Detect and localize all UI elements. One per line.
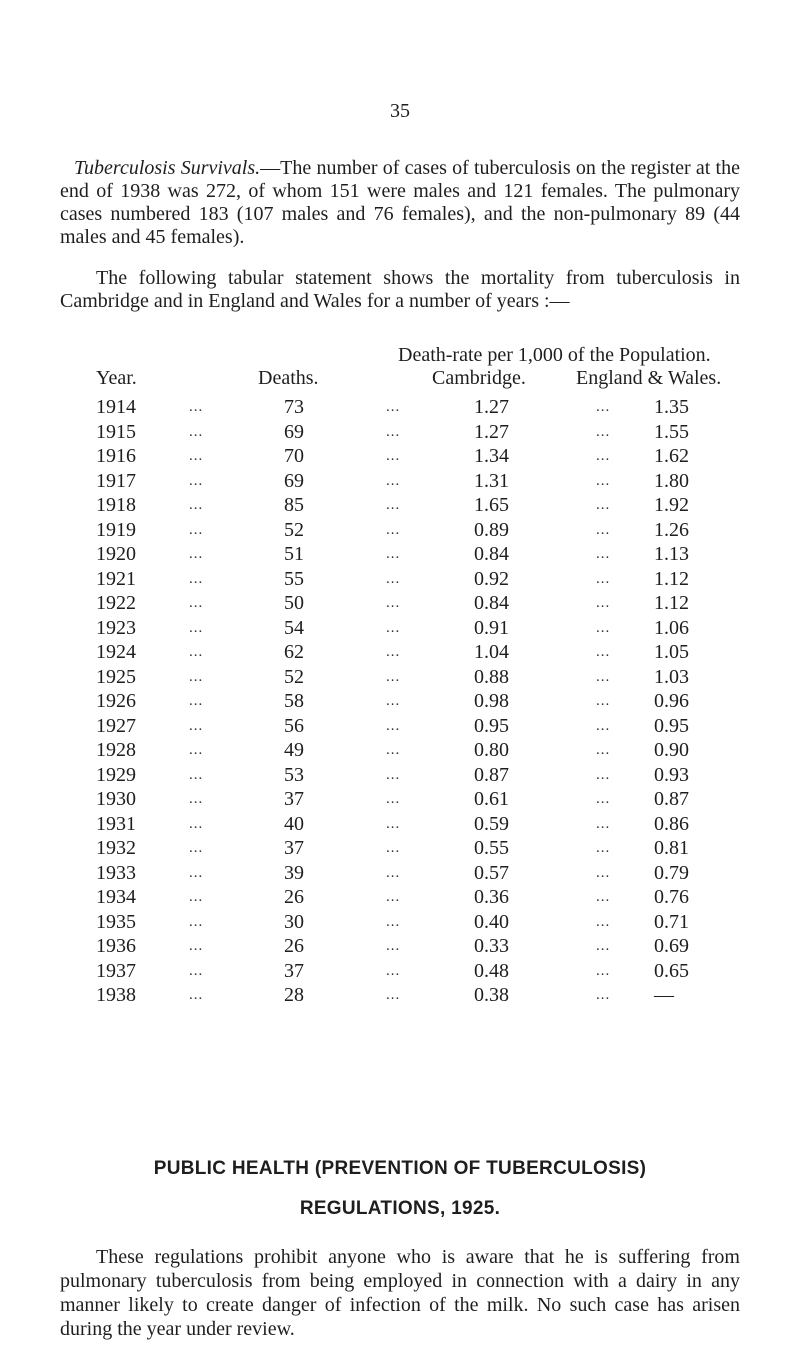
leader-dots: ... <box>189 717 204 734</box>
cell-cambridge: 1.34 <box>474 445 509 467</box>
cell-cambridge: 0.95 <box>474 714 509 737</box>
leader-dots: ... <box>596 546 611 562</box>
leader-dots: ... <box>386 938 401 954</box>
leader-dots: ... <box>386 913 401 930</box>
cell-year: 1937 <box>96 959 136 982</box>
table-row <box>0 567 800 592</box>
cell-deaths: 26 <box>284 935 304 957</box>
cell-year: 1926 <box>96 690 136 712</box>
cell-cambridge: 0.48 <box>474 959 509 982</box>
cell-year: 1916 <box>96 445 136 467</box>
leader-dots: ... <box>386 742 401 758</box>
leader-dots: ... <box>189 693 204 709</box>
leader-dots: ... <box>189 448 204 464</box>
cell-deaths: 85 <box>284 494 304 516</box>
leader-dots: ... <box>386 815 401 832</box>
header-year: Year. <box>96 367 137 389</box>
leader-dots: ... <box>189 570 204 587</box>
cell-deaths: 50 <box>284 592 304 614</box>
cell-cambridge: 0.59 <box>474 812 509 835</box>
leader-dots: ... <box>189 987 204 1003</box>
survivals-text: —The number of cases of tuberculosis on the register at the end of 1938 was 272, of whom 151 were males and 121 females. The pulmonary cases numbered 183 (107 males and 76 females), and the non-pulmonary 89 (44 males and 45 females). <box>60 157 740 248</box>
table-row <box>0 420 800 445</box>
cell-england-wales: 0.86 <box>654 812 689 835</box>
cell-england-wales: 0.65 <box>654 959 689 982</box>
leader-dots: ... <box>189 546 204 562</box>
page-number: 35 <box>390 100 410 122</box>
cell-cambridge: 0.61 <box>474 788 509 810</box>
cell-deaths: 53 <box>284 763 304 786</box>
cell-cambridge: 0.84 <box>474 592 509 614</box>
cell-cambridge: 0.55 <box>474 837 509 859</box>
cell-england-wales: 0.93 <box>654 763 689 786</box>
cell-deaths: 58 <box>284 690 304 712</box>
cell-england-wales: 0.76 <box>654 886 689 908</box>
cell-deaths: 70 <box>284 445 304 467</box>
leader-dots: ... <box>596 644 611 660</box>
cell-deaths: 51 <box>284 543 304 565</box>
cell-cambridge: 1.04 <box>474 641 509 663</box>
table-row <box>0 885 800 910</box>
cell-england-wales: 1.13 <box>654 543 689 565</box>
survivals-title: Tuberculosis Survivals. <box>74 157 261 179</box>
leader-dots: ... <box>596 497 611 513</box>
cell-year: 1919 <box>96 518 136 541</box>
cell-deaths: 62 <box>284 641 304 663</box>
table-row <box>0 714 800 739</box>
leader-dots: ... <box>386 864 401 881</box>
cell-england-wales: 0.95 <box>654 714 689 737</box>
cell-deaths: 69 <box>284 469 304 492</box>
table-intro-paragraph: The following tabular statement shows the mortality from tuberculosis in Cambridge and in England and Wales for a number of years :— <box>60 267 740 312</box>
leader-dots: ... <box>386 840 401 856</box>
leader-dots: ... <box>596 399 611 415</box>
cell-england-wales: 1.26 <box>654 518 689 541</box>
leader-dots: ... <box>596 717 611 734</box>
cell-england-wales: 0.71 <box>654 910 689 933</box>
leader-dots: ... <box>596 791 611 807</box>
leader-dots: ... <box>596 423 611 440</box>
cell-year: 1920 <box>96 543 136 565</box>
cell-england-wales: 0.96 <box>654 690 689 712</box>
table-row <box>0 738 800 763</box>
cell-england-wales: 1.06 <box>654 616 689 639</box>
cell-england-wales: 0.87 <box>654 788 689 810</box>
leader-dots: ... <box>596 668 611 685</box>
cell-year: 1935 <box>96 910 136 933</box>
regulations-subheading: REGULATIONS, 1925. <box>299 1198 501 1219</box>
table-row <box>0 469 800 494</box>
leader-dots: ... <box>386 595 401 611</box>
table-row <box>0 812 800 837</box>
leader-dots: ... <box>596 521 611 538</box>
cell-england-wales: 1.03 <box>654 665 689 688</box>
leader-dots: ... <box>189 815 204 832</box>
table-row <box>0 689 800 714</box>
table-row <box>0 983 800 1008</box>
cell-cambridge: 0.80 <box>474 739 509 761</box>
table-row <box>0 934 800 959</box>
leader-dots: ... <box>386 717 401 734</box>
leader-dots: ... <box>386 521 401 538</box>
cell-cambridge: 0.36 <box>474 886 509 908</box>
cell-deaths: 56 <box>284 714 304 737</box>
cell-cambridge: 0.33 <box>474 935 509 957</box>
leader-dots: ... <box>189 619 204 636</box>
leader-dots: ... <box>189 766 204 783</box>
leader-dots: ... <box>386 644 401 660</box>
cell-year: 1928 <box>96 739 136 761</box>
leader-dots: ... <box>386 962 401 979</box>
cell-year: 1923 <box>96 616 136 639</box>
leader-dots: ... <box>386 619 401 636</box>
table-row <box>0 665 800 690</box>
cell-deaths: 55 <box>284 567 304 590</box>
cell-year: 1925 <box>96 665 136 688</box>
cell-england-wales: 0.69 <box>654 935 689 957</box>
leader-dots: ... <box>596 472 611 489</box>
cell-year: 1932 <box>96 837 136 859</box>
survivals-paragraph <box>60 157 740 249</box>
cell-year: 1931 <box>96 812 136 835</box>
table-row <box>0 591 800 616</box>
leader-dots: ... <box>596 570 611 587</box>
table-row <box>0 787 800 812</box>
cell-deaths: 26 <box>284 886 304 908</box>
mortality-table-body <box>0 395 800 1008</box>
cell-deaths: 37 <box>284 959 304 982</box>
cell-cambridge: 0.98 <box>474 690 509 712</box>
table-row <box>0 836 800 861</box>
leader-dots: ... <box>189 423 204 440</box>
leader-dots: ... <box>189 840 204 856</box>
table-row <box>0 640 800 665</box>
leader-dots: ... <box>386 399 401 415</box>
leader-dots: ... <box>386 472 401 489</box>
table-row <box>0 861 800 886</box>
cell-year: 1927 <box>96 714 136 737</box>
leader-dots: ... <box>596 693 611 709</box>
cell-year: 1934 <box>96 886 136 908</box>
cell-cambridge: 1.31 <box>474 469 509 492</box>
cell-cambridge: 0.57 <box>474 861 509 884</box>
leader-dots: ... <box>189 913 204 930</box>
leader-dots: ... <box>189 399 204 415</box>
leader-dots: ... <box>189 791 204 807</box>
cell-deaths: 37 <box>284 788 304 810</box>
leader-dots: ... <box>189 938 204 954</box>
cell-england-wales: 1.12 <box>654 592 689 614</box>
leader-dots: ... <box>189 472 204 489</box>
cell-deaths: 52 <box>284 518 304 541</box>
leader-dots: ... <box>596 815 611 832</box>
cell-deaths: 39 <box>284 861 304 884</box>
cell-year: 1917 <box>96 469 136 492</box>
cell-cambridge: 1.65 <box>474 494 509 516</box>
cell-deaths: 28 <box>284 984 304 1006</box>
leader-dots: ... <box>189 644 204 660</box>
leader-dots: ... <box>596 938 611 954</box>
cell-deaths: 52 <box>284 665 304 688</box>
leader-dots: ... <box>386 766 401 783</box>
cell-england-wales: 1.35 <box>654 396 689 418</box>
table-row <box>0 763 800 788</box>
table-row <box>0 910 800 935</box>
cell-deaths: 40 <box>284 812 304 835</box>
cell-year: 1929 <box>96 763 136 786</box>
cell-cambridge: 0.92 <box>474 567 509 590</box>
cell-england-wales: 0.81 <box>654 837 689 859</box>
cell-england-wales: 1.55 <box>654 420 689 443</box>
cell-england-wales: 1.92 <box>654 494 689 516</box>
cell-year: 1924 <box>96 641 136 663</box>
table-row <box>0 542 800 567</box>
table-row <box>0 518 800 543</box>
cell-england-wales: 1.62 <box>654 445 689 467</box>
cell-cambridge: 1.27 <box>474 396 509 418</box>
cell-year: 1914 <box>96 396 136 418</box>
table-row <box>0 616 800 641</box>
leader-dots: ... <box>189 889 204 905</box>
cell-deaths: 30 <box>284 910 304 933</box>
leader-dots: ... <box>189 497 204 513</box>
header-deaths: Deaths. <box>258 367 319 389</box>
leader-dots: ... <box>189 668 204 685</box>
leader-dots: ... <box>386 668 401 685</box>
leader-dots: ... <box>596 913 611 930</box>
cell-cambridge: 1.27 <box>474 420 509 443</box>
table-row <box>0 444 800 469</box>
leader-dots: ... <box>596 742 611 758</box>
table-header-row <box>0 367 800 391</box>
table-row <box>0 493 800 518</box>
header-cambridge: Cambridge. <box>432 367 526 389</box>
cell-england-wales: 1.12 <box>654 567 689 590</box>
leader-dots: ... <box>596 889 611 905</box>
leader-dots: ... <box>596 619 611 636</box>
leader-dots: ... <box>596 448 611 464</box>
leader-dots: ... <box>386 423 401 440</box>
regulations-paragraph: These regulations prohibit anyone who is aware that he is suffering from pulmonary tuberculosis from being employed in connection with a dairy in any manner likely to create danger of infection of the milk. No such case has arisen during the year under review. <box>60 1246 740 1340</box>
cell-england-wales: 1.80 <box>654 469 689 492</box>
leader-dots: ... <box>386 791 401 807</box>
leader-dots: ... <box>596 962 611 979</box>
cell-cambridge: 0.87 <box>474 763 509 786</box>
cell-cambridge: 0.91 <box>474 616 509 639</box>
leader-dots: ... <box>189 864 204 881</box>
leader-dots: ... <box>596 766 611 783</box>
cell-england-wales: 0.79 <box>654 861 689 884</box>
leader-dots: ... <box>189 521 204 538</box>
cell-year: 1922 <box>96 592 136 614</box>
header-england-wales: England & Wales. <box>576 367 722 389</box>
cell-year: 1936 <box>96 935 136 957</box>
leader-dots: ... <box>189 742 204 758</box>
cell-cambridge: 0.89 <box>474 518 509 541</box>
cell-year: 1930 <box>96 788 136 810</box>
cell-deaths: 54 <box>284 616 304 639</box>
cell-year: 1921 <box>96 567 136 590</box>
leader-dots: ... <box>386 497 401 513</box>
cell-deaths: 49 <box>284 739 304 761</box>
cell-england-wales: 1.05 <box>654 641 689 663</box>
cell-england-wales: — <box>654 984 674 1006</box>
regulations-heading: PUBLIC HEALTH (PREVENTION OF TUBERCULOSIS) <box>153 1158 647 1179</box>
leader-dots: ... <box>386 987 401 1003</box>
cell-cambridge: 0.88 <box>474 665 509 688</box>
cell-year: 1938 <box>96 984 136 1006</box>
cell-year: 1933 <box>96 861 136 884</box>
leader-dots: ... <box>386 570 401 587</box>
cell-england-wales: 0.90 <box>654 739 689 761</box>
cell-year: 1915 <box>96 420 136 443</box>
cell-year: 1918 <box>96 494 136 516</box>
cell-deaths: 69 <box>284 420 304 443</box>
cell-cambridge: 0.84 <box>474 543 509 565</box>
leader-dots: ... <box>596 987 611 1003</box>
leader-dots: ... <box>386 448 401 464</box>
leader-dots: ... <box>596 595 611 611</box>
leader-dots: ... <box>189 595 204 611</box>
cell-cambridge: 0.38 <box>474 984 509 1006</box>
cell-deaths: 37 <box>284 837 304 859</box>
leader-dots: ... <box>386 546 401 562</box>
leader-dots: ... <box>596 864 611 881</box>
leader-dots: ... <box>386 889 401 905</box>
cell-deaths: 73 <box>284 396 304 418</box>
leader-dots: ... <box>596 840 611 856</box>
cell-cambridge: 0.40 <box>474 910 509 933</box>
leader-dots: ... <box>189 962 204 979</box>
leader-dots: ... <box>386 693 401 709</box>
table-row <box>0 959 800 984</box>
table-row <box>0 395 800 420</box>
table-group-header: Death-rate per 1,000 of the Population. <box>398 344 711 366</box>
